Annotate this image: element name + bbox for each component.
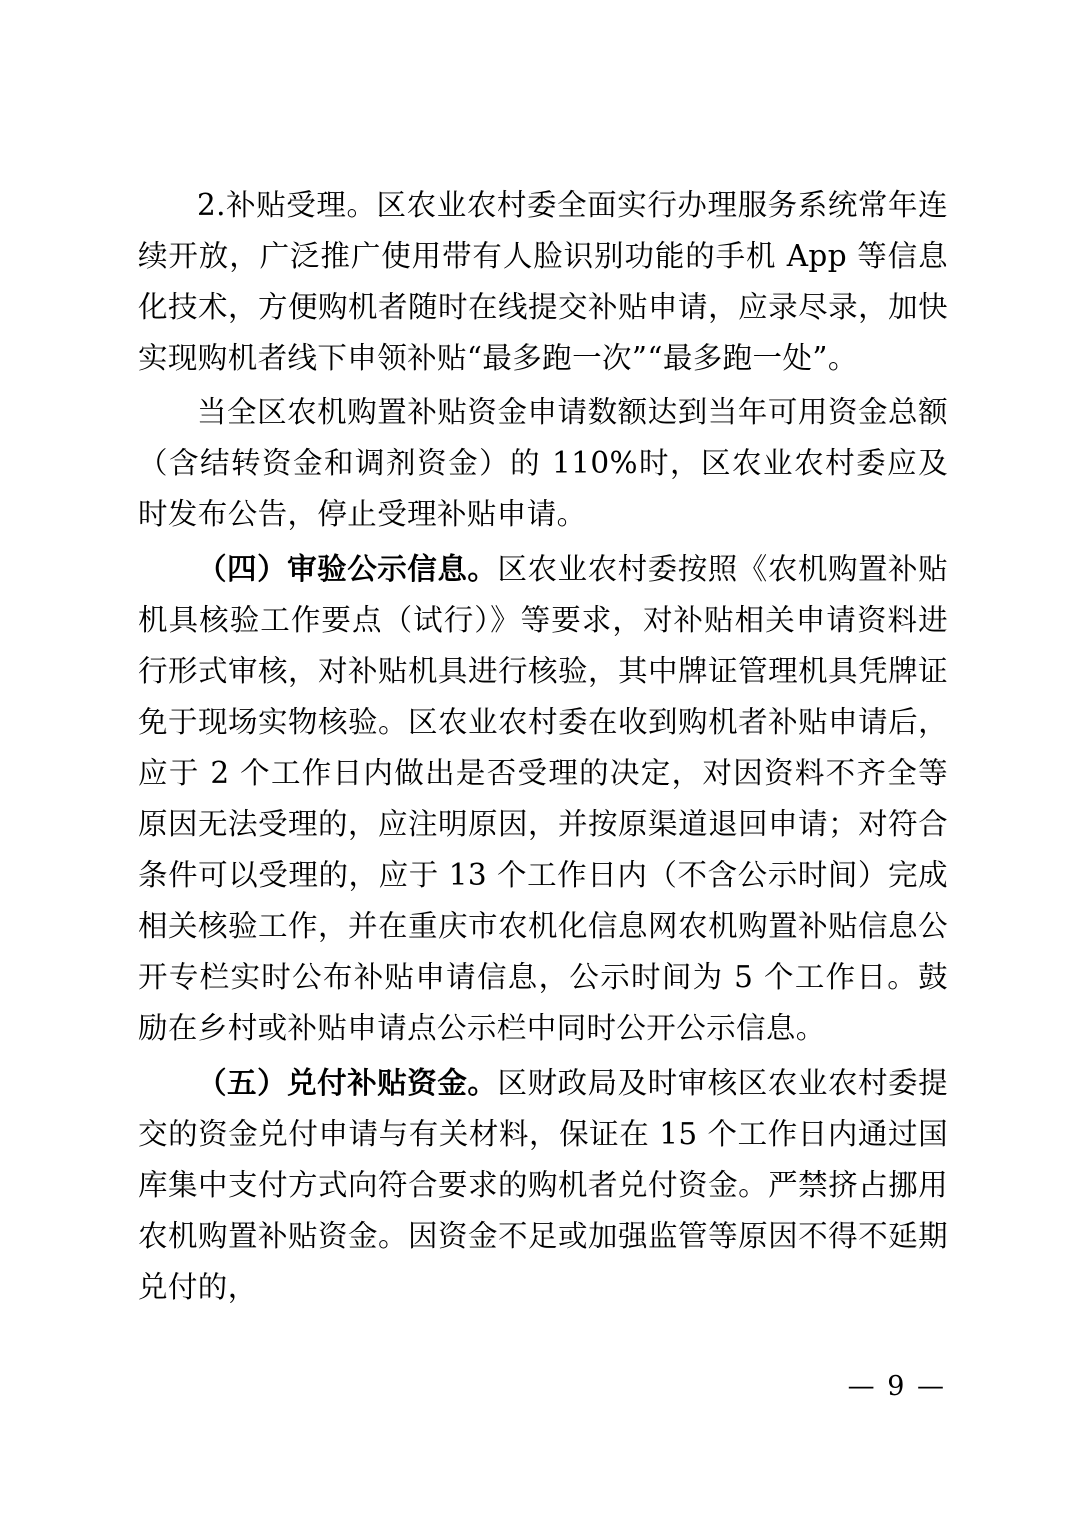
page-content <box>138 180 948 1313</box>
paragraph-verify-publicity <box>138 543 948 1054</box>
page-number: — 9 — <box>847 1371 946 1402</box>
paragraph-payment-body: 区财政局及时审核区农业农村委提交的资金兑付申请与有关材料，保证在 15 个工作日内通过国库集中支付方式向符合要求的购机者兑付资金。严禁挤占挪用农机购置补贴资金。因资金不足或加强监管等原因不得不延期兑付的， <box>138 1066 948 1304</box>
paragraph-fund-limit: 当全区农机购置补贴资金申请数额达到当年可用资金总额（含结转资金和调剂资金）的 110%时，区农业农村委应及时发布公告，停止受理补贴申请。 <box>138 395 948 531</box>
paragraph-verify-publicity-body: 区农业农村委按照《农机购置补贴机具核验工作要点（试行）》等要求，对补贴相关申请资料进行形式审核，对补贴机具进行核验，其中牌证管理机具凭牌证免于现场实物核验。区农业农村委在收到购机者补贴申请后，应于 2 个工作日内做出是否受理的决定，对因资料不齐全等原因无法受理的，应注明原因，并按原渠道退回申请；对符合条件可以受理的，应于 13 个工作日内（不含公示时间）完成相关核验工作，并在重庆市农机化信息网农机购置补贴信息公开专栏实时公布补贴申请信息，公示时间为 5 个工作日。鼓励在乡村或补贴申请点公示栏中同时公开公示信息。 <box>138 552 948 1045</box>
section-heading-payment: （五）兑付补贴资金。 <box>197 1065 498 1100</box>
paragraph-subsidy-acceptance: 2.补贴受理。区农业农村委全面实行办理服务系统常年连续开放，广泛推广使用带有人脸识别功能的手机 App 等信息化技术，方便购机者随时在线提交补贴申请，应录尽录，加快实现购机者线下申领补贴“最多跑一次”“最多跑一处”。 <box>138 188 948 375</box>
section-heading-verify-publicity: （四）审验公示信息。 <box>197 551 498 586</box>
paragraph-payment <box>138 1057 948 1313</box>
